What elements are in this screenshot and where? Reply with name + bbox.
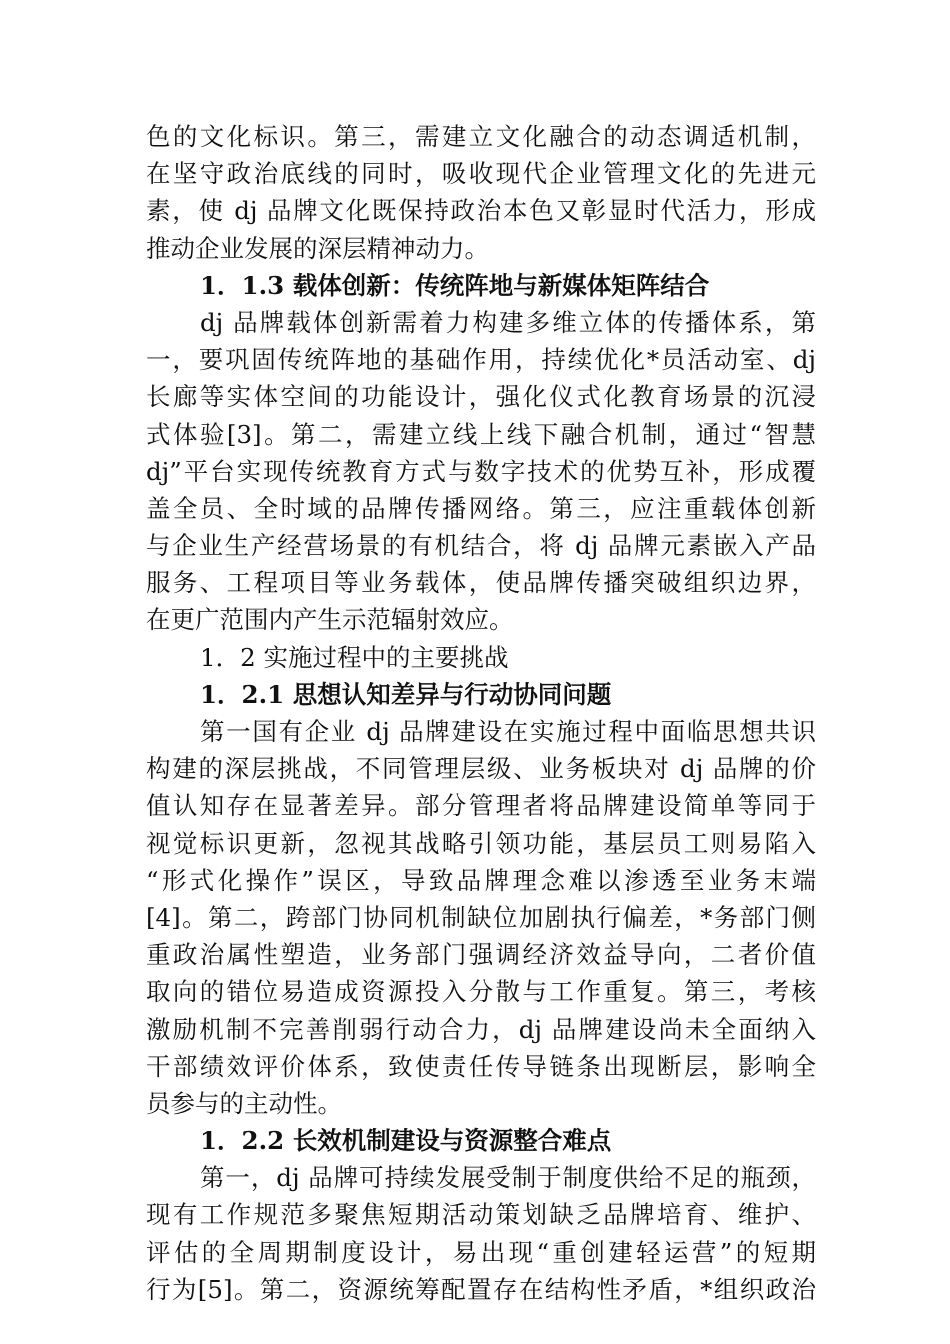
text-line: dj”平台实现传统教育方式与数字技术的优势互补，形成覆	[146, 456, 816, 486]
text-line: 色的文化标识。第三，需建立文化融合的动态调适机制，	[146, 122, 816, 151]
paragraph-long-term-mechanism	[146, 1159, 816, 1308]
paragraph-cultural-integration	[146, 118, 816, 267]
text-line: dj 品牌载体创新需着力构建多维立体的传播体系，第	[200, 307, 816, 337]
text-line: 在更广范围内产生示范辐射效应。	[146, 605, 514, 635]
text-line: [4]。第二，跨部门协同机制缺位加剧执行偏差，*务部门侧	[146, 902, 816, 932]
paragraph-carrier-innovation	[146, 304, 816, 639]
document-page	[146, 118, 816, 1308]
text-line: 一，要巩固传统阵地的基础作用，持续优化*员活动室、dj	[146, 345, 816, 375]
text-line: 素，使 dj 品牌文化既保持政治本色又彰显时代活力，形成	[146, 196, 816, 226]
text-line: 现有工作规范多聚焦短期活动策划缺乏品牌培育、维护、	[146, 1200, 816, 1230]
text-line: 值认知存在显著差异。部分管理者将品牌建设简单等同于	[146, 791, 816, 821]
section-heading-1-2-2: 1．2.2 长效机制建设与资源整合难点	[200, 1126, 612, 1156]
text-line: 员参与的主动性。	[146, 1088, 342, 1118]
text-line: 激励机制不完善削弱行动合力，dj 品牌建设尚未全面纳入	[146, 1014, 816, 1044]
text-line: 推动企业发展的深层精神动力。	[146, 233, 489, 263]
text-line: 在坚守政治底线的同时，吸收现代企业管理文化的先进元	[146, 159, 816, 189]
text-line: 构建的深层挑战，不同管理层级、业务板块对 dj 品牌的价	[146, 754, 816, 784]
text-line: 式体验[3]。第二，需建立线上线下融合机制，通过“智慧	[146, 419, 816, 449]
section-heading-1-2-1: 1．2.1 思想认知差异与行动协同问题	[200, 679, 612, 709]
text-line: 干部绩效评价体系，致使责任传导链条出现断层，影响全	[146, 1051, 816, 1081]
text-line: 行为[5]。第二，资源统筹配置存在结构性矛盾，*组织政治	[146, 1274, 816, 1304]
text-line: 第一，dj 品牌可持续发展受制于制度供给不足的瓶颈，	[200, 1163, 816, 1193]
text-line: 取向的错位易造成资源投入分散与工作重复。第三，考核	[146, 977, 816, 1007]
section-heading-1-2: 1．2 实施过程中的主要挑战	[200, 642, 509, 672]
text-line: 视觉标识更新，忽视其战略引领功能，基层员工则易陷入	[146, 828, 816, 858]
text-line: 重政治属性塑造，业务部门强调经济效益导向，二者价值	[146, 940, 816, 970]
section-heading-1-1-3: 1．1.3 载体创新：传统阵地与新媒体矩阵结合	[200, 270, 710, 300]
text-line: 评估的全周期制度设计，易出现“重创建轻运营”的短期	[146, 1237, 816, 1267]
text-line: 盖全员、全时域的品牌传播网络。第三，应注重载体创新	[146, 493, 816, 523]
text-line: 与企业生产经营场景的有机结合，将 dj 品牌元素嵌入产品	[146, 531, 816, 561]
text-line: 长廊等实体空间的功能设计，强化仪式化教育场景的沉浸	[146, 382, 816, 412]
text-line: 服务、工程项目等业务载体，使品牌传播突破组织边界，	[146, 568, 816, 598]
paragraph-cognitive-differences	[146, 713, 816, 1122]
text-line: 第一国有企业 dj 品牌建设在实施过程中面临思想共识	[200, 717, 816, 746]
text-line: “形式化操作”误区，导致品牌理念难以渗透至业务末端	[146, 865, 816, 895]
